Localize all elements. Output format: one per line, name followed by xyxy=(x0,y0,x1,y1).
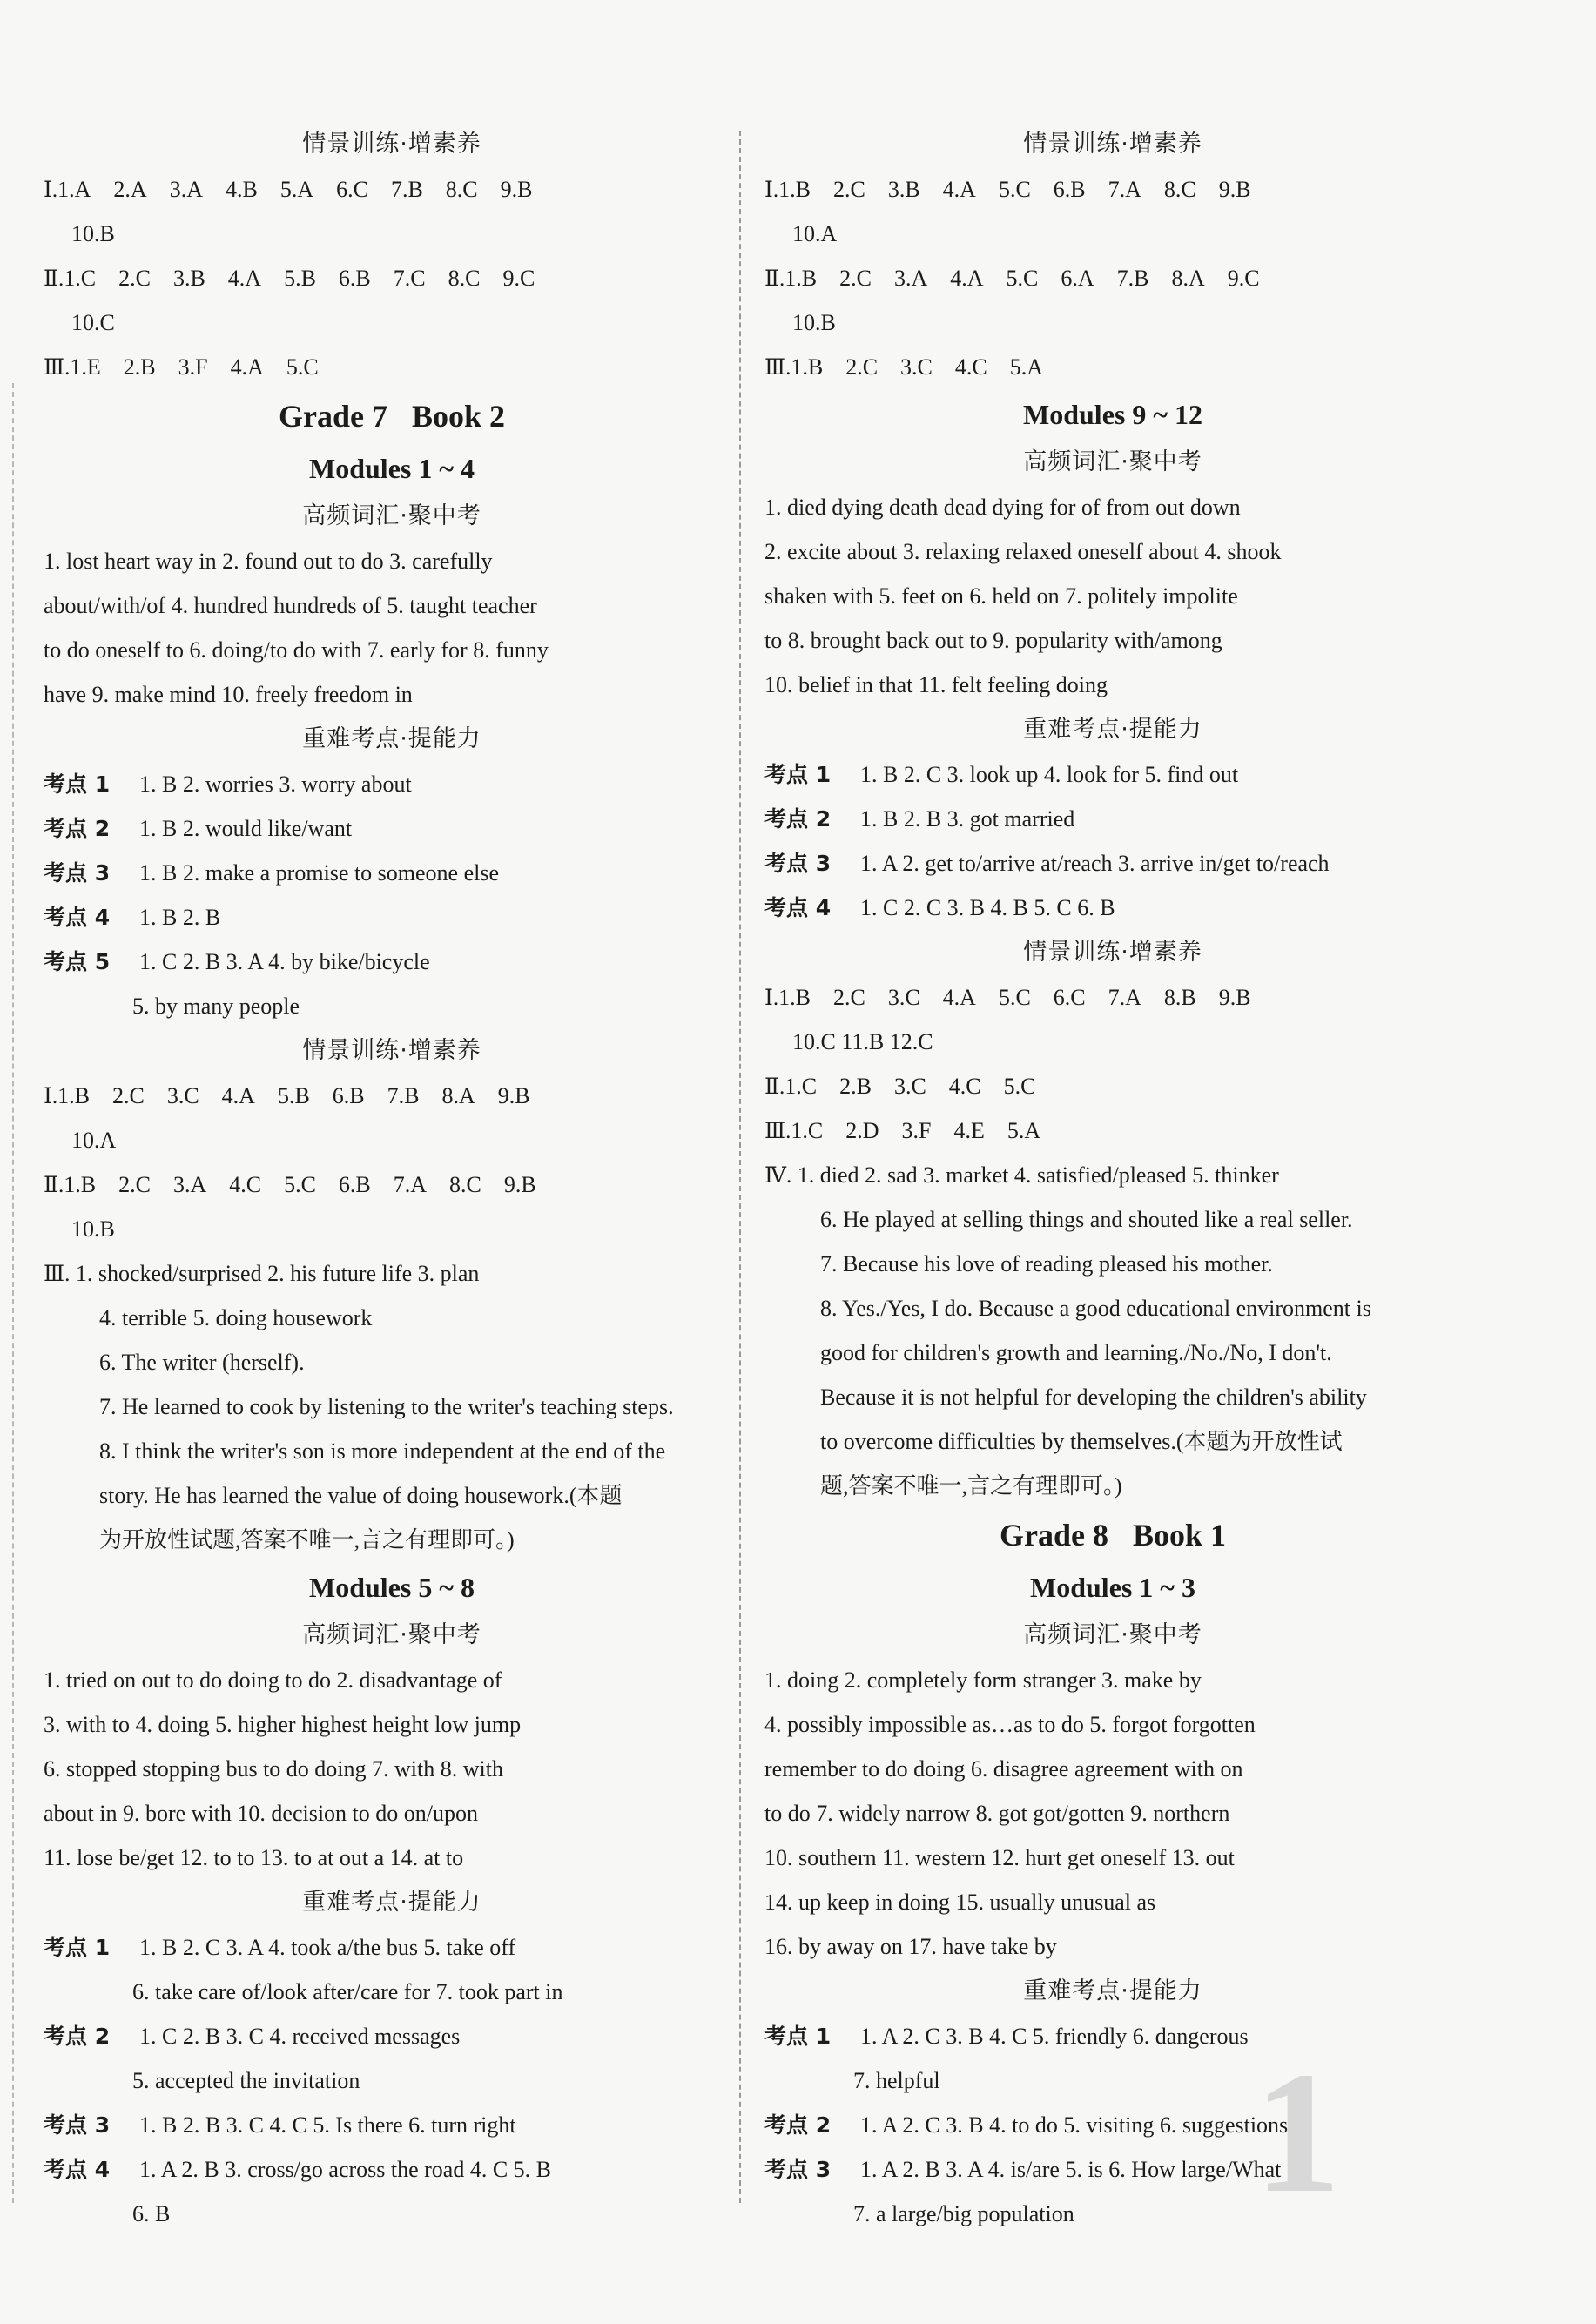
answer-item: 6.A xyxy=(1061,266,1094,291)
answer-item: 6.C xyxy=(1053,985,1086,1010)
answer-item: 2.B xyxy=(123,354,156,380)
point-label: 考点 3 xyxy=(764,2157,832,2182)
open-answer-line xyxy=(44,1429,740,1473)
point-label: 考点 1 xyxy=(764,2024,832,2049)
open-answer-line xyxy=(44,1251,740,1296)
answer-item: 7.C xyxy=(393,266,426,291)
vocab-line: 1. doing 2. completely form stranger 3. make by xyxy=(764,1667,1202,1693)
point-answers: 1. B 2. C 3. A 4. took a/the bus 5. take off xyxy=(139,1935,516,1960)
answer-item: 4.A xyxy=(942,985,976,1010)
point-row xyxy=(44,895,740,940)
answer-item: 2.C xyxy=(832,177,865,202)
open-answer-text: 6. The writer (herself). xyxy=(99,1350,305,1375)
open-answer-text: to overcome difficulties by themselves.(本题为开放性试 xyxy=(820,1429,1343,1454)
point-answers: 1. A 2. C 3. B 4. to do 5. visiting 6. suggestions xyxy=(860,2112,1289,2138)
answer-item: 9.B xyxy=(1218,985,1251,1010)
roman-label: Ⅳ. xyxy=(764,1164,792,1188)
answer-item: 5.C xyxy=(284,1172,316,1197)
point-row xyxy=(764,841,1461,886)
answer-item: 4.C xyxy=(229,1172,262,1197)
point-label: 考点 3 xyxy=(764,851,832,876)
book-label: Book 1 xyxy=(1132,1518,1227,1553)
answer-item: 8.C xyxy=(1163,177,1196,202)
point-label: 考点 2 xyxy=(764,2112,832,2138)
roman-label: Ⅰ. xyxy=(764,179,779,202)
answer-item: 1.E xyxy=(70,354,101,380)
answer-item: 2.C xyxy=(118,1172,151,1197)
answer-item: 2.C xyxy=(111,1083,145,1108)
open-answer-line xyxy=(764,1375,1461,1419)
point-answers: 1. C 2. B 3. A 4. by bike/bicycle xyxy=(139,949,430,974)
vocab-line: to do 7. widely narrow 8. got got/gotten 9. northern xyxy=(764,1801,1230,1826)
point-row xyxy=(44,1925,740,1970)
point-row xyxy=(764,797,1461,841)
right-column xyxy=(764,122,1461,2236)
modules-title: Modules 1 ~ 3 xyxy=(1030,1572,1195,1603)
section-header: 高频词汇·聚中考 xyxy=(1023,1621,1202,1648)
open-answer-text: 8. Yes./Yes, I do. Because a good educational environment is xyxy=(820,1296,1371,1321)
roman-label: Ⅲ. xyxy=(764,356,791,380)
point-label: 考点 1 xyxy=(44,1935,111,1960)
open-answer-text: 1. shocked/surprised 2. his future life 3. plan xyxy=(75,1261,480,1286)
point-label: 考点 2 xyxy=(44,2024,111,2049)
answer-item: 1.A xyxy=(57,177,91,202)
grade-label: Grade 7 xyxy=(278,399,387,434)
points-block xyxy=(764,2014,1461,2236)
open-answer-line xyxy=(764,1419,1461,1464)
vocab-line: 6. stopped stopping bus to do doing 7. with 8. with xyxy=(44,1756,503,1782)
open-answer-text: Because it is not helpful for developing the children's ability xyxy=(820,1384,1367,1410)
answer-item: 5.C xyxy=(1006,266,1039,291)
roman-label: Ⅲ. xyxy=(764,1120,791,1143)
open-answer-line xyxy=(44,1473,740,1518)
open-answer-text: 题,答案不唯一,言之有理即可。) xyxy=(820,1473,1122,1499)
point-answers: 1. B 2. B xyxy=(139,905,221,930)
open-answer-text: good for children's growth and learning./No./No, I don't. xyxy=(820,1340,1332,1365)
answer-row-cont: 10.A xyxy=(792,221,838,246)
answer-item: 2.C xyxy=(839,266,872,291)
answer-item: 1.B xyxy=(778,177,811,202)
point-label: 考点 3 xyxy=(44,2112,111,2138)
open-answer-line xyxy=(44,1296,740,1340)
roman-label: Ⅲ. xyxy=(44,356,71,380)
answer-item: 3.C xyxy=(166,1083,199,1108)
roman-label: Ⅱ. xyxy=(764,1075,785,1099)
vocab-line: 11. lose be/get 12. to to 13. to at out a 14. at to xyxy=(44,1845,464,1870)
section-header: 高频词汇·聚中考 xyxy=(302,502,481,529)
answer-item: 8.C xyxy=(449,1172,481,1197)
point-label: 考点 4 xyxy=(44,2157,111,2182)
grade-label: Grade 8 xyxy=(999,1518,1108,1553)
section-header: 情景训练·增素养 xyxy=(302,1037,481,1064)
point-label: 考点 4 xyxy=(764,895,832,920)
answer-item: 4.C xyxy=(948,1074,981,1099)
answer-item: 5.C xyxy=(998,177,1031,202)
point-row xyxy=(764,752,1461,797)
answer-item: 5.C xyxy=(998,985,1031,1010)
vocab-line: 1. tried on out to do doing to do 2. disadvantage of xyxy=(44,1667,502,1693)
point-label: 考点 2 xyxy=(44,816,111,841)
answer-item: 9.B xyxy=(497,1083,530,1108)
vocab-line: 1. died dying death dead dying for of from out down xyxy=(764,495,1241,520)
point-row xyxy=(764,2147,1461,2192)
open-answers xyxy=(764,1153,1461,1508)
open-answer-text: 7. He learned to cook by listening to the writer's teaching steps. xyxy=(99,1394,674,1419)
answer-item: 8.B xyxy=(1163,985,1196,1010)
answer-item: 6.B xyxy=(338,1172,371,1197)
answer-item: 3.A xyxy=(893,266,928,291)
points-block xyxy=(764,752,1461,930)
open-answer-line xyxy=(44,1340,740,1384)
answer-item: 4.A xyxy=(227,266,262,291)
point-answers: 6. B xyxy=(132,2201,171,2226)
answer-item: 2.D xyxy=(845,1118,879,1143)
point-answers: 1. A 2. B 3. A 4. is/are 5. is 6. How large/What xyxy=(860,2157,1282,2182)
point-answers: 1. B 2. B 3. C 4. C 5. Is there 6. turn right xyxy=(139,2112,516,2138)
point-answers: 6. take care of/look after/care for 7. took part in xyxy=(132,1979,563,2004)
open-answer-text: 为开放性试题,答案不唯一,言之有理即可。) xyxy=(99,1527,515,1553)
point-answers: 1. B 2. B 3. got married xyxy=(860,806,1075,832)
section-header: 重难考点·提能力 xyxy=(1023,716,1202,743)
vocab-line: 14. up keep in doing 15. usually unusual as xyxy=(764,1890,1156,1915)
point-cont: 5. by many people xyxy=(132,994,300,1019)
answer-item: 4.A xyxy=(942,177,976,202)
open-answer-line xyxy=(764,1464,1461,1508)
page-number: 1 xyxy=(1254,2037,1341,2229)
vocab-block xyxy=(764,1658,1461,1969)
answer-item: 5.A xyxy=(1009,354,1044,380)
answer-item: 8.C xyxy=(448,266,481,291)
answer-item: 1.B xyxy=(791,354,824,380)
vocab-line: 3. with to 4. doing 5. higher highest height low jump xyxy=(44,1712,522,1737)
vocab-line: to 8. brought back out to 9. popularity with/among xyxy=(764,628,1222,653)
point-row xyxy=(764,2192,1461,2236)
answer-item: 4.A xyxy=(230,354,264,380)
answer-item: 4.A xyxy=(221,1083,255,1108)
vocab-line: about/with/of 4. hundred hundreds of 5. taught teacher xyxy=(44,593,537,618)
point-answers: 1. B 2. worries 3. worry about xyxy=(139,771,412,797)
answer-item: 3.F xyxy=(901,1118,932,1143)
answer-item: 3.A xyxy=(169,177,203,202)
answer-row xyxy=(44,167,740,212)
open-answer-text: story. He has learned the value of doing housework.(本题 xyxy=(99,1483,623,1508)
answer-item: 5.A xyxy=(1007,1118,1041,1143)
vocab-line: 4. possibly impossible as…as to do 5. forgot forgotten xyxy=(764,1712,1256,1737)
vocab-line: 2. excite about 3. relaxing relaxed oneself about 4. shook xyxy=(764,539,1282,564)
vocab-line: 16. by away on 17. have take by xyxy=(764,1934,1057,1959)
answer-item: 2.B xyxy=(839,1074,872,1099)
point-row xyxy=(44,2103,740,2147)
answer-row xyxy=(764,345,1461,389)
answer-item: 7.B xyxy=(387,1083,420,1108)
roman-label: Ⅰ. xyxy=(44,1085,58,1108)
open-answer-line xyxy=(764,1286,1461,1330)
answer-item: 4.E xyxy=(953,1118,985,1143)
vocab-block xyxy=(44,1658,740,1880)
answer-item: 1.B xyxy=(778,985,811,1010)
roman-label: Ⅱ. xyxy=(44,267,64,291)
answer-item: 2.A xyxy=(113,177,147,202)
section-header: 情景训练·增素养 xyxy=(1023,939,1202,966)
modules-title: Modules 1 ~ 4 xyxy=(309,453,475,484)
point-row xyxy=(44,940,740,984)
answer-item: 2.C xyxy=(832,985,865,1010)
open-answer-line xyxy=(44,1384,740,1429)
vocab-line: to do oneself to 6. doing/to do with 7. early for 8. funny xyxy=(44,637,549,663)
answer-item: 1.B xyxy=(785,266,818,291)
open-answer-line xyxy=(44,1518,740,1562)
answer-row-cont: 10.B xyxy=(71,1216,115,1242)
point-answers: 1. B 2. make a promise to someone else xyxy=(139,860,500,886)
answer-row-cont: 10.C 11.B 12.C xyxy=(792,1029,933,1054)
answer-item: 2.C xyxy=(845,354,879,380)
roman-label: Ⅰ. xyxy=(44,179,58,202)
answer-item: 1.C xyxy=(64,266,97,291)
answer-item: 6.B xyxy=(1053,177,1086,202)
modules-title: Modules 5 ~ 8 xyxy=(309,1572,475,1603)
point-answers: 1. B 2. would like/want xyxy=(139,816,353,841)
point-answers: 1. B 2. C 3. look up 4. look for 5. find out xyxy=(860,762,1239,787)
vocab-block xyxy=(44,539,740,717)
answer-item: 9.C xyxy=(1227,266,1260,291)
point-row xyxy=(44,1970,740,2014)
open-answers xyxy=(44,1251,740,1562)
section-header: 重难考点·提能力 xyxy=(302,1889,481,1916)
left-column xyxy=(44,122,740,2236)
answer-row-cont: 10.B xyxy=(792,310,836,335)
point-row xyxy=(44,2192,740,2236)
answer-item: 1.C xyxy=(791,1118,824,1143)
answer-row xyxy=(764,1108,1461,1153)
answer-item: 3.C xyxy=(900,354,933,380)
answer-item: 5.B xyxy=(277,1083,310,1108)
vocab-line: shaken with 5. feet on 6. held on 7. politely impolite xyxy=(764,583,1238,609)
answer-item: 8.A xyxy=(441,1083,475,1108)
answer-item: 3.B xyxy=(172,266,205,291)
open-answer-text: 1. died 2. sad 3. market 4. satisfied/pleased 5. thinker xyxy=(797,1162,1279,1188)
answer-item: 5.B xyxy=(284,266,316,291)
grade-title xyxy=(764,1508,1461,1562)
open-answer-line xyxy=(764,1242,1461,1286)
answer-item: 3.F xyxy=(178,354,208,380)
section-header: 高频词汇·聚中考 xyxy=(1023,448,1202,475)
point-answers: 7. a large/big population xyxy=(853,2201,1074,2226)
answer-row xyxy=(44,256,740,300)
answer-item: 3.C xyxy=(893,1074,926,1099)
answer-item: 8.A xyxy=(1171,266,1205,291)
answer-row xyxy=(764,975,1461,1020)
answer-item: 6.B xyxy=(338,266,371,291)
modules-title: Modules 9 ~ 12 xyxy=(1023,399,1202,430)
point-label: 考点 4 xyxy=(44,905,111,930)
point-answers: 1. A 2. get to/arrive at/reach 3. arrive in/get to/reach xyxy=(860,851,1330,876)
vocab-line: remember to do doing 6. disagree agreement with on xyxy=(764,1756,1243,1782)
answer-row xyxy=(44,1074,740,1118)
point-answers: 5. accepted the invitation xyxy=(132,2068,360,2093)
answer-item: 5.A xyxy=(279,177,314,202)
answer-item: 7.A xyxy=(1108,177,1141,202)
answer-row xyxy=(44,345,740,389)
answer-item: 4.B xyxy=(225,177,258,202)
answer-item: 7.A xyxy=(393,1172,428,1197)
point-row xyxy=(44,2058,740,2103)
answer-item: 1.B xyxy=(64,1172,97,1197)
point-row xyxy=(764,2014,1461,2058)
vocab-block xyxy=(764,485,1461,707)
point-row xyxy=(44,2147,740,2192)
grade-title xyxy=(44,389,740,443)
section-header: 重难考点·提能力 xyxy=(302,725,481,752)
answer-item: 3.A xyxy=(172,1172,207,1197)
answer-row-cont: 10.B xyxy=(71,221,115,246)
answer-item: 2.C xyxy=(118,266,151,291)
open-answer-line xyxy=(764,1153,1461,1197)
answer-item: 7.B xyxy=(390,177,423,202)
point-answers: 1. C 2. B 3. C 4. received messages xyxy=(139,2024,461,2049)
point-row xyxy=(44,851,740,895)
point-answers: 1. A 2. B 3. cross/go across the road 4. C 5. B xyxy=(139,2157,552,2182)
point-label: 考点 2 xyxy=(764,806,832,832)
answer-item: 8.C xyxy=(445,177,478,202)
point-row xyxy=(764,2103,1461,2147)
answer-row xyxy=(764,167,1461,212)
roman-label: Ⅲ. xyxy=(44,1263,71,1286)
point-label: 考点 1 xyxy=(44,771,111,797)
answer-item: 5.C xyxy=(286,354,319,380)
point-label: 考点 5 xyxy=(44,949,111,974)
answer-item: 6.B xyxy=(332,1083,365,1108)
point-row xyxy=(44,2014,740,2058)
answer-row-cont: 10.A xyxy=(71,1128,117,1153)
point-answers: 1. A 2. C 3. B 4. C 5. friendly 6. dangerous xyxy=(860,2024,1249,2049)
roman-label: Ⅱ. xyxy=(764,267,785,291)
point-answers: 7. helpful xyxy=(853,2068,940,2093)
point-row xyxy=(764,886,1461,930)
points-block xyxy=(44,762,740,984)
roman-label: Ⅱ. xyxy=(44,1174,64,1197)
point-row xyxy=(44,762,740,806)
section-header: 情景训练·增素养 xyxy=(1023,131,1202,158)
vocab-line: 10. southern 11. western 12. hurt get oneself 13. out xyxy=(764,1845,1235,1870)
vocab-line: about in 9. bore with 10. decision to do on/upon xyxy=(44,1801,479,1826)
answer-item: 9.C xyxy=(502,266,535,291)
point-row xyxy=(44,806,740,851)
point-label: 考点 1 xyxy=(764,762,832,787)
open-answer-text: 4. terrible 5. doing housework xyxy=(99,1305,373,1330)
book-label: Book 2 xyxy=(411,399,506,434)
answer-item: 6.C xyxy=(336,177,368,202)
answer-item: 1.B xyxy=(57,1083,90,1108)
open-answer-text: 6. He played at selling things and shouted like a real seller. xyxy=(820,1207,1353,1232)
answer-item: 1.C xyxy=(785,1074,818,1099)
answer-row xyxy=(764,1064,1461,1108)
section-header: 高频词汇·聚中考 xyxy=(302,1621,481,1648)
answer-row xyxy=(44,1162,740,1207)
answer-item: 5.C xyxy=(1003,1074,1036,1099)
answer-row xyxy=(764,256,1461,300)
open-answer-line xyxy=(764,1197,1461,1242)
vocab-line: have 9. make mind 10. freely freedom in xyxy=(44,682,413,707)
points-block xyxy=(44,1925,740,2236)
answer-item: 7.A xyxy=(1108,985,1141,1010)
roman-label: Ⅰ. xyxy=(764,987,779,1010)
answer-item: 9.B xyxy=(503,1172,536,1197)
vocab-line: 10. belief in that 11. felt feeling doing xyxy=(764,672,1108,697)
vocab-line: 1. lost heart way in 2. found out to do 3. carefully xyxy=(44,549,493,574)
answer-item: 7.B xyxy=(1116,266,1149,291)
answer-item: 3.C xyxy=(887,985,920,1010)
answer-item: 4.A xyxy=(950,266,984,291)
open-answer-text: 8. I think the writer's son is more independent at the end of the xyxy=(99,1438,666,1464)
point-label: 考点 3 xyxy=(44,860,111,886)
margin-rule xyxy=(12,383,14,2203)
answer-item: 4.C xyxy=(954,354,987,380)
answer-item: 9.B xyxy=(1218,177,1251,202)
answer-item: 3.B xyxy=(887,177,920,202)
answer-item: 9.B xyxy=(500,177,533,202)
point-row xyxy=(764,2058,1461,2103)
section-header: 重难考点·提能力 xyxy=(1023,1977,1202,2004)
open-answer-text: 7. Because his love of reading pleased his mother. xyxy=(820,1251,1273,1277)
answer-row-cont: 10.C xyxy=(71,310,115,335)
open-answer-line xyxy=(764,1330,1461,1375)
point-answers: 1. C 2. C 3. B 4. B 5. C 6. B xyxy=(860,895,1115,920)
section-header: 情景训练·增素养 xyxy=(302,131,481,158)
